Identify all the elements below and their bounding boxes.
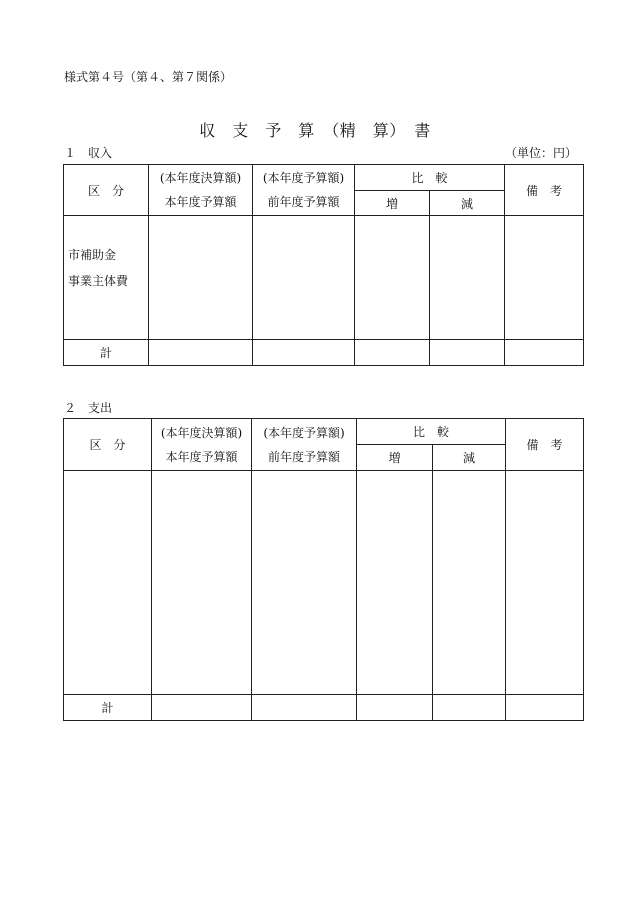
cell-current-year[interactable] — [149, 216, 253, 340]
table-row — [64, 471, 584, 695]
header-category: 区 分 — [64, 165, 149, 216]
table-row — [64, 216, 584, 340]
total-row — [64, 340, 584, 366]
total-increase[interactable] — [357, 695, 433, 721]
total-previous-year[interactable] — [252, 695, 357, 721]
header-remarks: 備 考 — [506, 419, 584, 471]
income-items-cell — [64, 216, 149, 340]
header-category: 区 分 — [64, 419, 152, 471]
cell-remarks[interactable] — [505, 216, 584, 340]
cell-increase[interactable] — [355, 216, 430, 340]
total-label: 計 — [64, 695, 152, 721]
document-title: 収 支 予 算 （精 算） 書 — [199, 121, 431, 140]
total-current-year[interactable] — [149, 340, 253, 366]
header-compare: 比 較 — [355, 165, 505, 191]
header-current-year: (本年度決算額) 本年度予算額 — [152, 419, 252, 471]
total-increase[interactable] — [355, 340, 430, 366]
cell-previous-year[interactable] — [253, 216, 355, 340]
header-remarks: 備 考 — [505, 165, 584, 216]
income-section-label: １ 収入 — [64, 146, 113, 160]
list-item: 市補助金 — [68, 248, 117, 262]
cell-previous-year[interactable] — [252, 471, 357, 695]
cell-remarks[interactable] — [506, 471, 584, 695]
total-current-year[interactable] — [152, 695, 252, 721]
total-row — [64, 695, 584, 721]
header-decrease: 減 — [433, 445, 506, 471]
total-decrease[interactable] — [433, 695, 506, 721]
total-decrease[interactable] — [430, 340, 505, 366]
expense-section-label: ２ 支出 — [64, 401, 113, 415]
header-increase: 増 — [355, 191, 430, 216]
total-label: 計 — [64, 340, 149, 366]
list-item: 事業主体費 — [68, 274, 129, 288]
cell-current-year[interactable] — [152, 471, 252, 695]
income-table — [63, 164, 584, 366]
header-compare: 比 較 — [357, 419, 506, 445]
cell-decrease[interactable] — [430, 216, 505, 340]
total-previous-year[interactable] — [253, 340, 355, 366]
header-current-year: (本年度決算額) 本年度予算額 — [149, 165, 253, 216]
form-number: 様式第４号（第４、第７関係） — [64, 70, 233, 84]
total-remarks[interactable] — [505, 340, 584, 366]
cell-decrease[interactable] — [433, 471, 506, 695]
expense-items-cell[interactable] — [64, 471, 152, 695]
total-remarks[interactable] — [506, 695, 584, 721]
header-decrease: 減 — [430, 191, 505, 216]
header-increase: 増 — [357, 445, 433, 471]
header-previous-year: (本年度予算額) 前年度予算額 — [253, 165, 355, 216]
unit-label: （単位：円） — [505, 146, 578, 160]
expense-table — [63, 418, 584, 721]
header-previous-year: (本年度予算額) 前年度予算額 — [252, 419, 357, 471]
cell-increase[interactable] — [357, 471, 433, 695]
